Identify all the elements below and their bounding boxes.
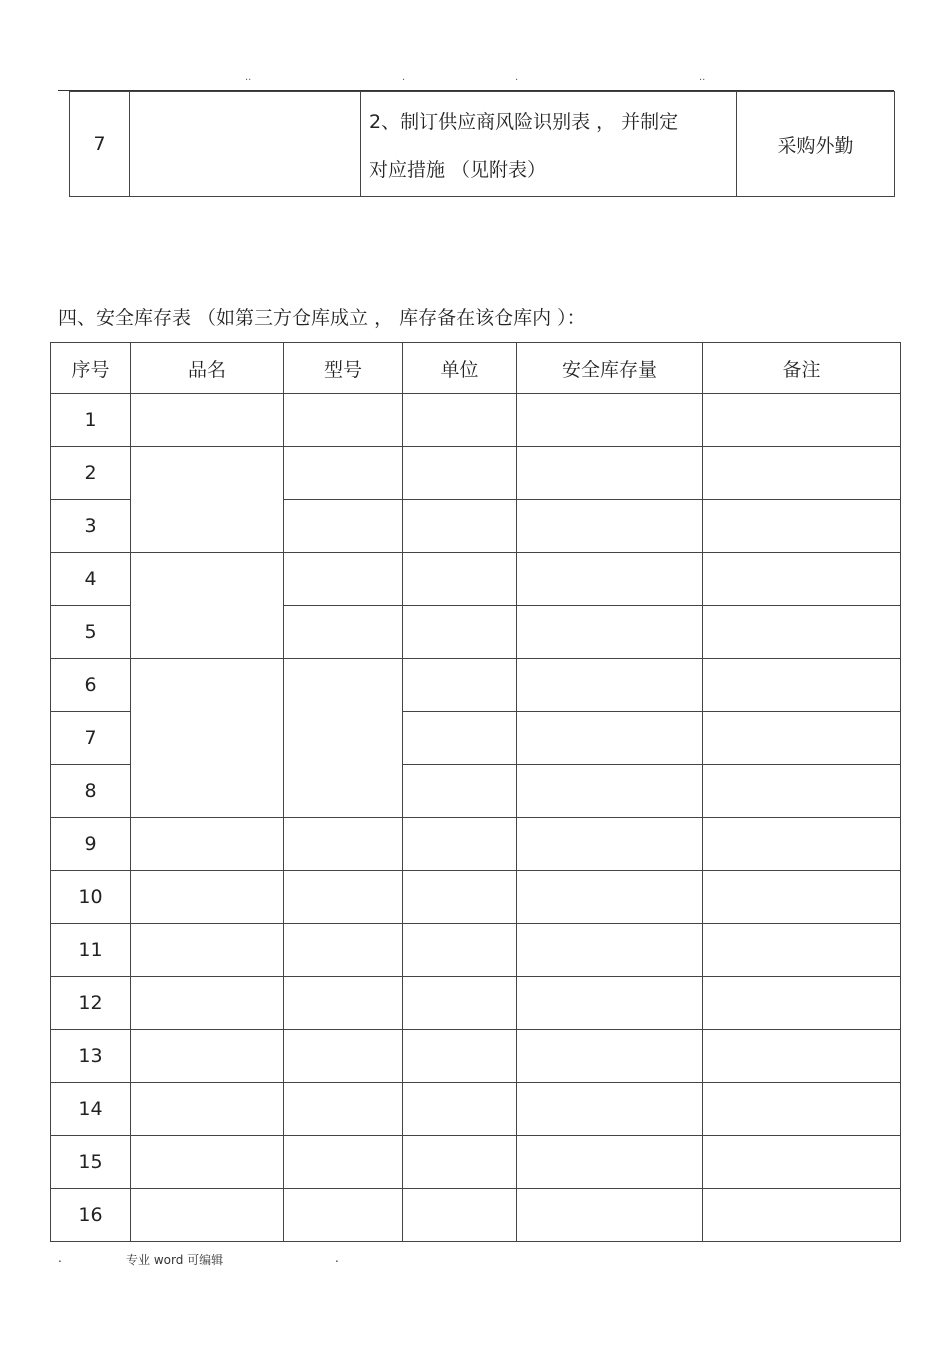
safety-stock-cell bbox=[517, 500, 703, 553]
safety-stock-cell bbox=[517, 871, 703, 924]
row-number: 15 bbox=[51, 1136, 131, 1189]
unit-cell bbox=[403, 1083, 517, 1136]
unit-cell bbox=[403, 1189, 517, 1242]
footer-dot: . bbox=[58, 1251, 62, 1265]
column-header-model: 型号 bbox=[284, 343, 403, 394]
column-header-remarks: 备注 bbox=[703, 343, 901, 394]
row-number: 13 bbox=[51, 1030, 131, 1083]
remarks-cell bbox=[703, 765, 901, 818]
footer-text: 专业 word 可编辑 bbox=[126, 1253, 224, 1267]
model-cell bbox=[284, 1189, 403, 1242]
name-cell bbox=[131, 1189, 284, 1242]
remarks-cell bbox=[703, 1030, 901, 1083]
description-line: 对应措施 （见附表） bbox=[369, 159, 547, 181]
task-table bbox=[69, 91, 895, 197]
row-number: 7 bbox=[70, 92, 130, 197]
unit-cell bbox=[403, 606, 517, 659]
name-cell bbox=[131, 1136, 284, 1189]
unit-cell bbox=[403, 394, 517, 447]
model-cell bbox=[284, 394, 403, 447]
table-row bbox=[70, 92, 895, 197]
safety-stock-cell bbox=[517, 394, 703, 447]
header-mark: .. bbox=[245, 72, 252, 83]
remarks-cell bbox=[703, 924, 901, 977]
unit-cell bbox=[403, 924, 517, 977]
row-number: 12 bbox=[51, 977, 131, 1030]
safety-stock-table bbox=[50, 342, 901, 1242]
row-number: 11 bbox=[51, 924, 131, 977]
row-number: 10 bbox=[51, 871, 131, 924]
model-cell bbox=[284, 871, 403, 924]
remarks-cell bbox=[703, 659, 901, 712]
name-cell bbox=[131, 924, 284, 977]
model-cell bbox=[284, 500, 403, 553]
remarks-cell bbox=[703, 1189, 901, 1242]
table-row bbox=[51, 1030, 901, 1083]
unit-cell bbox=[403, 712, 517, 765]
header-mark: .. bbox=[699, 72, 706, 83]
unit-cell bbox=[403, 765, 517, 818]
row-number: 1 bbox=[51, 394, 131, 447]
table-header-row bbox=[51, 343, 901, 394]
header-mark: . bbox=[515, 72, 519, 83]
table-row bbox=[51, 394, 901, 447]
footer-dot: . bbox=[335, 1251, 339, 1265]
model-cell bbox=[284, 924, 403, 977]
safety-stock-cell bbox=[517, 924, 703, 977]
table-row bbox=[51, 659, 901, 712]
unit-cell bbox=[403, 1030, 517, 1083]
row-name-cell bbox=[130, 92, 361, 197]
unit-cell bbox=[403, 447, 517, 500]
safety-stock-cell bbox=[517, 553, 703, 606]
table-row bbox=[51, 871, 901, 924]
safety-stock-cell bbox=[517, 447, 703, 500]
table-row bbox=[51, 1136, 901, 1189]
unit-cell bbox=[403, 818, 517, 871]
table-row bbox=[51, 1083, 901, 1136]
row-number: 7 bbox=[51, 712, 131, 765]
model-cell bbox=[284, 606, 403, 659]
name-cell bbox=[131, 1030, 284, 1083]
table-row bbox=[51, 1189, 901, 1242]
name-cell bbox=[131, 818, 284, 871]
model-cell bbox=[284, 1030, 403, 1083]
remarks-cell bbox=[703, 1136, 901, 1189]
column-header-safety-stock: 安全库存量 bbox=[517, 343, 703, 394]
safety-stock-cell bbox=[517, 765, 703, 818]
row-number: 8 bbox=[51, 765, 131, 818]
remarks-cell bbox=[703, 977, 901, 1030]
remarks-cell bbox=[703, 871, 901, 924]
table-row bbox=[51, 447, 901, 500]
safety-stock-cell bbox=[517, 659, 703, 712]
name-cell bbox=[131, 977, 284, 1030]
remarks-cell bbox=[703, 447, 901, 500]
table-row bbox=[51, 924, 901, 977]
row-number: 9 bbox=[51, 818, 131, 871]
remarks-cell bbox=[703, 818, 901, 871]
safety-stock-cell bbox=[517, 1189, 703, 1242]
column-header-number: 序号 bbox=[51, 343, 131, 394]
model-cell bbox=[284, 977, 403, 1030]
model-cell bbox=[284, 818, 403, 871]
model-cell bbox=[284, 659, 403, 818]
remarks-cell bbox=[703, 500, 901, 553]
name-cell bbox=[131, 1083, 284, 1136]
model-cell bbox=[284, 1136, 403, 1189]
unit-cell bbox=[403, 659, 517, 712]
row-number: 16 bbox=[51, 1189, 131, 1242]
safety-stock-cell bbox=[517, 818, 703, 871]
safety-stock-cell bbox=[517, 1136, 703, 1189]
unit-cell bbox=[403, 553, 517, 606]
unit-cell bbox=[403, 871, 517, 924]
model-cell bbox=[284, 1083, 403, 1136]
name-cell bbox=[131, 553, 284, 659]
remarks-cell bbox=[703, 394, 901, 447]
model-cell bbox=[284, 447, 403, 500]
safety-stock-cell bbox=[517, 712, 703, 765]
unit-cell bbox=[403, 500, 517, 553]
remarks-cell bbox=[703, 712, 901, 765]
description-line: 2、制订供应商风险识别表 ， 并制定 bbox=[369, 111, 679, 133]
row-number: 6 bbox=[51, 659, 131, 712]
unit-cell bbox=[403, 1136, 517, 1189]
unit-cell bbox=[403, 977, 517, 1030]
table-row bbox=[51, 553, 901, 606]
safety-stock-cell bbox=[517, 606, 703, 659]
name-cell bbox=[131, 871, 284, 924]
remarks-cell bbox=[703, 553, 901, 606]
table-row bbox=[51, 818, 901, 871]
section-heading: 四、安全库存表 （如第三方仓库成立 ， 库存备在该仓库内 ）： bbox=[58, 307, 586, 329]
column-header-name: 品名 bbox=[131, 343, 284, 394]
safety-stock-cell bbox=[517, 977, 703, 1030]
row-number: 4 bbox=[51, 553, 131, 606]
header-mark: . bbox=[402, 72, 406, 83]
row-number: 3 bbox=[51, 500, 131, 553]
name-cell bbox=[131, 447, 284, 553]
name-cell bbox=[131, 659, 284, 818]
row-department: 采购外勤 bbox=[737, 92, 895, 197]
safety-stock-cell bbox=[517, 1083, 703, 1136]
safety-stock-cell bbox=[517, 1030, 703, 1083]
row-number: 2 bbox=[51, 447, 131, 500]
row-number: 14 bbox=[51, 1083, 131, 1136]
row-description bbox=[361, 92, 737, 197]
name-cell bbox=[131, 394, 284, 447]
column-header-unit: 单位 bbox=[403, 343, 517, 394]
remarks-cell bbox=[703, 606, 901, 659]
remarks-cell bbox=[703, 1083, 901, 1136]
model-cell bbox=[284, 553, 403, 606]
row-number: 5 bbox=[51, 606, 131, 659]
table-row bbox=[51, 977, 901, 1030]
